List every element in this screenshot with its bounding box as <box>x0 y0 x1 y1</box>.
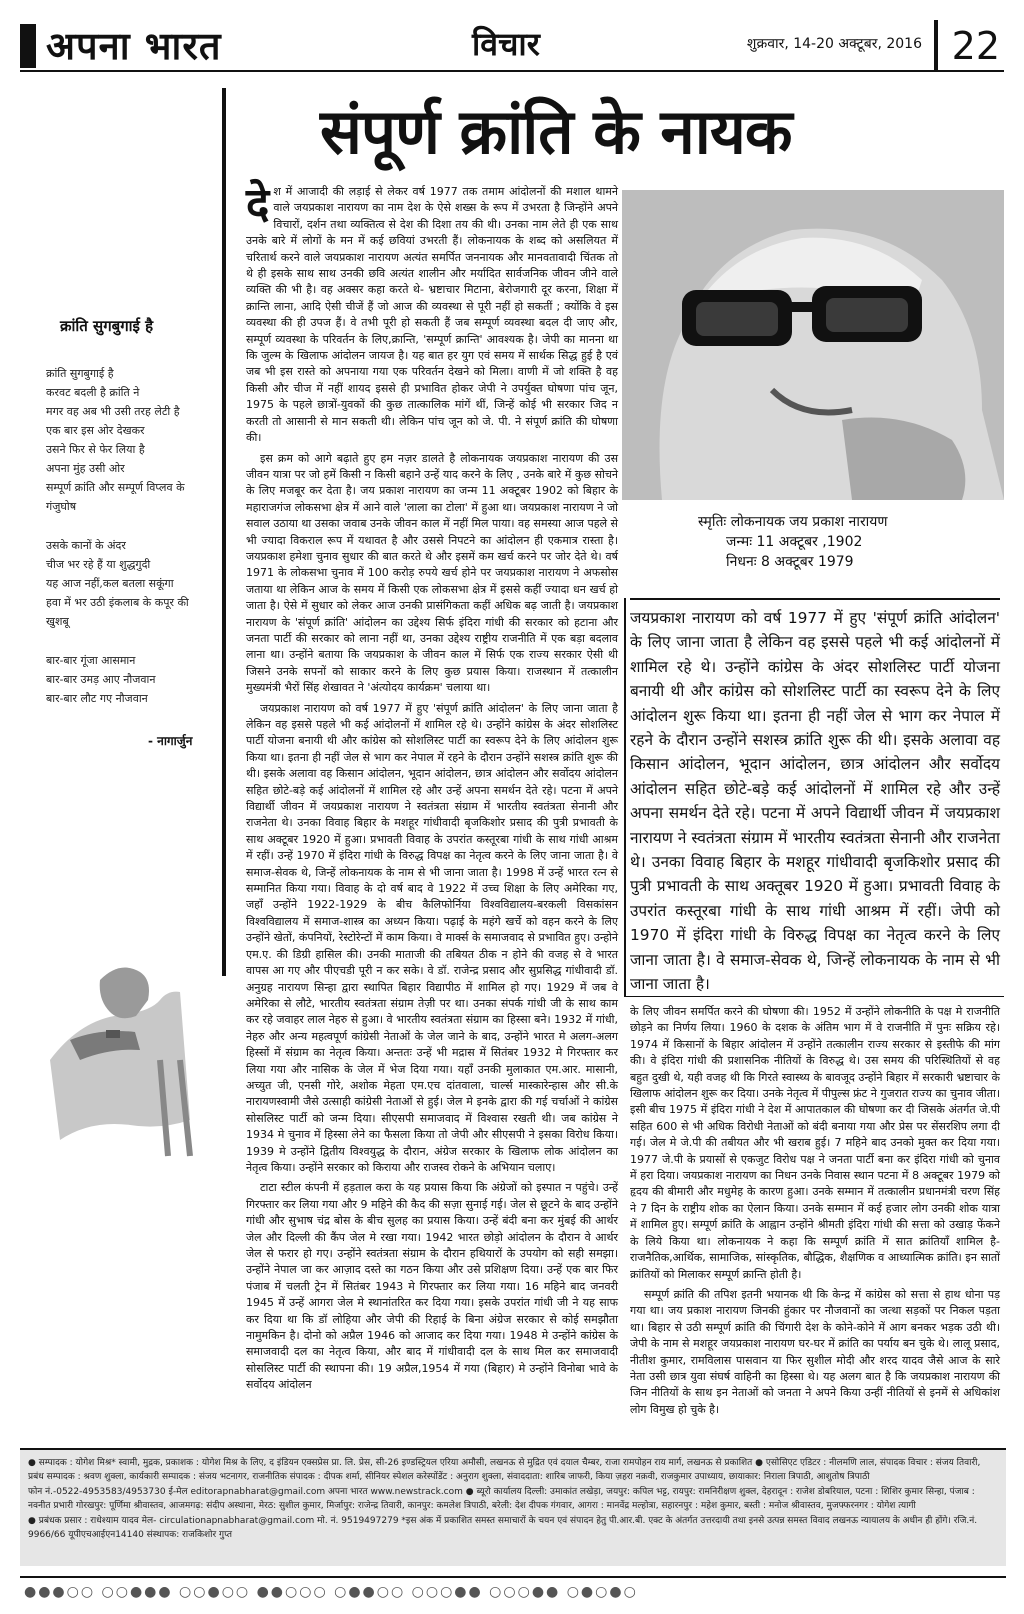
poem-stanza-3 <box>46 651 216 708</box>
sketch-illustration <box>40 920 220 1160</box>
pull-quote-rule <box>624 598 626 996</box>
poem-line: क्रांति सुगबुगाई है <box>46 367 114 380</box>
bottom-rule <box>20 1576 1006 1578</box>
headline: संपूर्ण क्रांति के नायक <box>320 95 792 168</box>
photo-caption <box>680 512 1000 572</box>
poem-line: खुशबू <box>46 615 69 628</box>
page-number: 22 <box>951 24 1000 68</box>
poem-line: उसने फिर से फेर लिया है <box>46 443 145 456</box>
article-paragraph: जयप्रकाश नारायण को वर्ष 1977 में हुए 'संपूर्ण क्रांति आंदोलन' के लिए जाना जाता है लेकिन वह इससे पहले भी कई आंदोलनों में शामिल रहे थे। उन्होंने कांग्रेस के अंदर सोशलिस्ट पार्टी योजना बनायी थी और कांग्रेस को सोशलिस्ट पार्टी का स्वरूप देने के लिए आंदोलन शुरू किया था। इतना ही नहीं जेल से भाग कर नेपाल में रहने के दौरान उन्होंने सशस्त्र क्रांति शुरू की थी। इसके अलावा वह किसान आंदोलन, भूदान आंदोलन, छात्र आंदोलन और सर्वोदय आंदोलन सहित छोटे-बड़े कई आंदोलनों में शामिल रहे और उन्हें अपना समर्थन देते रहे। पटना में अपने विद्यार्थी जीवन में जयप्रकाश नारायण ने स्वतंत्रता संग्राम में भारतीय स्वतंत्रता सेनानी और राजनेता थे। उनका विवाह बिहार के मशहूर गांधीवादी बृजकिशोर प्रसाद की पुत्री प्रभावती के साथ अक्टूबर 1920 में हुआ। प्रभावती विवाह के उपरांत कस्तूरबा गांधी के साथ गांधी आश्रम में रहीं। उन्हें 1970 में इंदिरा गांधी के विरुद्ध विपक्ष का नेतृत्व करने के लिए जाना जाता है। वे समाज-सेवक थे, जिन्हें लोकनायक के नाम से भी जाना जाता है। 1998 में उन्हें भारत रत्न से सम्मानित किया गया। विवाह के दो वर्ष बाद वे 1922 में उच्च शिक्षा के लिए अमेरिका गए, जहाँ उन्होंने 1922-1929 के बीच कैलिफोर्निया विश्वविद्यालय-बरकली विसकांसन विश्वविद्यालय में समाज-शास्त्र का अध्यन किया। पढ़ाई के महंगे खर्चे को वहन करने के लिए उन्होंने खेतों, कंपनियों, रेस्टोरेन्टों में काम किया। वे मार्क्स के समाजवाद से प्रभावित हुए। उन्होने एम.ए. की डिग्री हासिल की। उनकी माताजी की तबियत ठीक न होने की वजह से वे भारत वापस आ गए और पीएचडी पूरी न कर सके। वे डॉ. राजेन्द्र प्रसाद और सुप्रसिद्ध गांधीवादी डॉ. अनुग्रह नारायण सिन्हा द्वारा स्थापित बिहार विद्यापीठ में शामिल हो गए। 1929 में जब वे अमेरिका से लौटे, भारतीय स्वतंत्रता संग्राम तेज़ी पर था। उनका संपर्क गांधी जी के साथ काम कर रहे जवाहर लाल नेहरु से हुआ। वे भारतीय स्वतंत्रता संग्राम का हिस्सा बने। 1932 में गांधी, नेहरु और अन्य महत्वपूर्ण कांग्रेसी नेताओं के जेल जाने के बाद, उन्होंने भारत मे अलग-अलग हिस्सों में संग्राम का नेतृत्व किया। अन्ततः उन्हें भी मद्रास में सितंबर 1932 मे गिरफ्तार कर लिया गया और नासिक के जेल में भेज दिया गया। यहाँ उनकी मुलाकात एम.आर. मासानी, अच्युत जी, एनसी गोरे, अशोक मेहता एम.एच दांतवाला, चार्ल्स मास्कारेन्हास और सी.के नारायणस्वामी जैसे उत्साही कांग्रेसी नेताओं से हुई। जेल मे इनके द्वारा की गई चर्चाओं ने कांग्रेस सोसलिस्ट पार्टी को जन्म दिया। सीएसपी समाजवाद में विश्वास रखती थी। जब कांग्रेस ने 1934 मे चुनाव में हिस्सा लेने का फैसला किया तो जेपी और सीएसपी ने इसका विरोध किया। 1939 मे उन्होंने द्वितीय विश्वयुद्ध के दौरान, अंग्रेज सरकार के खिलाफ लोक आंदोलन का नेतृत्व किया। उन्होंने सरकार को किराया और राजस्व रोकने के अभियान चलाए। <box>246 701 618 1174</box>
poem-line: बार-बार गूंजा आसमान <box>46 654 136 667</box>
article-paragraph: सम्पूर्ण क्रांति की तपिश इतनी भयानक थी कि केन्द्र में कांग्रेस को सत्ता से हाथ धोना पड़ गया था। जय प्रकाश नारायण जिनकी हुंकार पर नौजवानों का जत्था सड़कों पर निकल पड़ता था। बिहार से उठी सम्पूर्ण क्रांति की चिंगारी देश के कोने-कोने में आग बनकर भड़क उठी थी। जेपी के नाम से मशहूर जयप्रकाश नारायण घर-घर में क्रांति का पर्याय बन चुके थे। लालू प्रसाद, नीतीश कुमार, रामविलास पासवान या फिर सुशील मोदी और शरद यादव जैसे आज के सारे नेता उसी छात्र युवा संघर्ष वाहिनी का हिस्सा थे। यह अलग बात है कि जयप्रकाश नारायण की जिन नीतियों के साथ इन नेताओं को जनता ने अपने किया उन्हीं नीतियों से इनमें से अधिकांश लोग विमुख हो चुके है। <box>630 1287 1000 1416</box>
paper-name: अपना भारत <box>46 24 222 68</box>
imprint-footer <box>20 1448 1006 1566</box>
poem-stanza-2 <box>46 536 216 631</box>
masthead <box>20 20 1004 72</box>
poem-line: बार-बार लौट गए नौजवान <box>46 692 148 705</box>
poem-line: गंजुघोष <box>46 500 77 513</box>
poem-line: यह आज नहीं,कल बतला सकूंगा <box>46 577 174 590</box>
imprint-line: फोन नं.-0522-4953583/4953730 ई-मेल editorapnabharat@gmail.com अपना भारत www.newstrack.com ● ब्यूरो कार्यालय दिल्ली: उमाकांत लखेड़ा, जयपुर: कपिल भट्ट, रायपुर: रामनिरीक्षण शुक्ल, देहरादून : राजेश डोबरियाल, पटना : शिशिर कुमार सिन्हा, पंजाब : नवनीत प्रभारी गोरखपुर: पूर्णिमा श्रीवास्तव, आजमगढ़: संदीप अस्थाना, मेरठ: सुशील कुमार, मिर्जापुर: राजेन्द्र तिवारी, कानपुर: कमलेश त्रिपाठी, बरेली: देश दीपक गंगवार, आगरा : मानवेंद्र मल्होत्रा, सहारनपुर : महेश कुमार, बस्ती : मनोज श्रीवास्तव, मुजफ्फरनगर : योगेश त्यागी <box>28 1487 975 1511</box>
poem-line: एक बार इस ओर देखकर <box>46 424 145 437</box>
poem-line: हवा में भर उठी इंकलाब के कपूर की <box>46 596 189 609</box>
issue-date: शुक्रवार, 14-20 अक्टूबर, 2016 <box>746 36 922 52</box>
poem <box>46 364 216 728</box>
poem-stanza-1 <box>46 364 216 516</box>
article-lead-paragraph <box>246 179 618 447</box>
section-title: विचार <box>472 25 540 63</box>
poem-author: - नागार्जुन <box>148 734 193 748</box>
poem-line: उसके कानों के अंदर <box>46 539 126 552</box>
portrait-photo <box>622 190 1004 500</box>
poem-line: करवट बदली है क्रांति ने <box>46 386 140 399</box>
caption-title: स्मृतिः लोकनायक जय प्रकाश नारायण <box>698 514 888 530</box>
poem-line: सम्पूर्ण क्रांति और सम्पूर्ण विप्लव के <box>46 481 185 494</box>
article-paragraph: इस क्रम को आगे बढ़ाते हुए हम नज़र डालते है लोकनायक जयप्रकाश नारायण की उस जीवन यात्रा पर जो हमें किसी न किसी बहाने उन्हें याद करने के लिए , उनके बारे में कुछ सोचने के लिए मजबूर कर देता है। जय प्रकाश नारायण का जन्म 11 अक्टूबर 1902 को बिहार के महाराजगंज लोकसभा क्षेत्र में आने वाले 'लाला का टोला' में हुआ था। जयप्रकाश नारायण ने जो सवाल उठाया था उसका जवाब उनके जीवन काल में नहीं मिल पाया। वह समस्या आज पहले से भी ज्यादा विकराल रूप में यथावत है और उससे निपटने का आंदोलन ही एकमात्र रास्ता है। जयप्रकाश हमेशा चुनाव सुधार की बात करते थे और इसमें कम खर्च करने पर जोर देते थे। वर्ष 1971 के लोकसभा चुनाव में 100 करोड़ रुपये खर्च होने पर जयप्रकाश नारायण ने अफसोस जताया था लेकिन आज के समय में किसी एक लोकसभा क्षेत्र में इससे कहीं ज्यादा धन खर्च हो जाता है। ऐसे में सुधार को लेकर आज उनकी प्रासंगिकता कहीं अधिक बढ़ जाती है। जयप्रकाश नारायण के 'संपूर्ण क्रांति' आंदोलन का उद्देश्य सिर्फ इंदिरा गांधी की सरकार को हटाना और जनता पार्टी की सरकार को लाना नहीं था, उनका उद्देश्य राष्ट्रीय राजनीति में एक बड़ा बदलाव लाना था। उन्होंने बताया कि जयप्रकाश के जीवन काल में सिर्फ एक राज्य सरकार ऐसी थी जिसने उनके सपनों को साकार करने के लिए कुछ प्रयास किया। राजस्थान में तत्कालीन मुख्यमंत्री भैरों सिंह शेखावत ने 'अंत्योदय कार्यक्रम' चलाया था। <box>246 451 618 695</box>
poem-line: चीज भर रहे हैं या शुद्धगुदी <box>46 558 151 571</box>
poem-line: अपना मुंह उसी ओर <box>46 462 125 475</box>
masthead-bar <box>20 24 36 68</box>
imprint-line: ● सम्पादक : योगेश मिश्र* स्वामी, मुद्रक, प्रकाशक : योगेश मिश्र के लिए, द इंडियन एक्सप्रेस प्रा. लि. प्रेस, सी-26 इण्डस्ट्रियल एरिया अमौसी, लखनऊ से मुद्रित एवं दयाल चैम्बर, राजा रामपोहन राय मार्ग, लखनऊ से प्रकाशित ● एसोसिएट एडिटर : नीलमणि लाल, संपादक विचार : संजय तिवारी, प्रबंध सम्पादक : श्रवण शुक्ला, कार्यकारी सम्पादक : संजय भटनागर, राजनीतिक संपादक : दीपक शर्मा, सीनियर स्पेशल करेस्पोंडेंट : अनुराग शुक्ला, संवाददाता: शारिब जाफरी, किया ज़हरा नक़वी, राजकुमार उपाध्याय, छायाकार: निराला त्रिपाठी, आशुतोष त्रिपाठी <box>28 1458 981 1482</box>
caption-birth: जन्मः 11 अक्टूबर ,1902 <box>726 534 863 550</box>
poem-line: मगर वह अब भी उसी तरह लेटी है <box>46 405 180 418</box>
caption-death: निधनः 8 अक्टूबर 1979 <box>726 554 854 570</box>
sidebar-divider <box>222 88 226 976</box>
article-right-column <box>630 1004 1000 1422</box>
masthead-divider <box>934 20 938 70</box>
article-lead-text: श में आजादी की लड़ाई से लेकर वर्ष 1977 तक तमाम आंदोलनों की मशाल थामने वाले जयप्रकाश नारायण का नाम देश के ऐसे शख्स के रूप में उभरता है जिन्होंने अपने विचारों, दर्शन तथा व्यक्तित्व से देश की दिशा तय की थी। उनका नाम लेते ही एक साथ उनके बारे में लोगों के मन में कई छवियां उभरती हैं। लोकनायक के शब्द को असलियत में चरितार्थ करने वाले जयप्रकाश नारायण अत्यंत समर्पित जननायक और मानवतावादी चिंतक तो थे ही इसके साथ साथ उनकी छवि अत्यंत शालीन और मर्यादित सार्वजनिक जीवन जीने वाले व्यक्ति की भी है। वह अक्सर कहा करते थे- भ्रष्टाचार मिटाना, बेरोजगारी दूर करना, शिक्षा में क्रान्ति लाना, आदि ऐसी चीजें हैं जो आज की व्यवस्था से पूरी नहीं हो सकतीं ; क्योंकि वे इस व्यवस्था की ही उपज हैं। वे तभी पूरी हो सकती हैं जब सम्पूर्ण व्यवस्था बदल दी जाए और, सम्पूर्ण व्यवस्था के परिवर्तन के लिए,क्रान्ति, 'सम्पूर्ण क्रान्ति' आवश्यक है। जेपी का मानना था कि जुल्म के खिलाफ आंदोलन जायज है। यह बात हर युग एवं समय में सार्थक सिद्ध हुई है एवं जब भी इस रास्ते को अपनाया गया एक परिवर्तन देखने को मिला। वाणी में जो शक्ति है वह किसी और चीज में नहीं शायद इससे ही प्रभावित होकर जेपी ने उपर्युक्त घोषणा पांच जून, 1975 के पहले छात्रों-युवकों की कुछ तात्कालिक मांगें थीं, जिन्हें कोई भी सरकार जिद न करती तो आसानी से मान सकती थी। लेकिन पांच जून को जे. पी. ने संपूर्ण क्रांति की घोषणा की। <box>246 185 618 445</box>
dropcap: दे <box>246 179 270 230</box>
pull-quote-bottom-rule <box>624 996 1004 997</box>
dot-pattern-icon: ●●●○○ ○○●●● ○○●○○ ●●○○○ ○●●○○ ○○○●● ○○○●● ○●○●○ <box>24 1584 638 1600</box>
poem-line: बार-बार उमड़ आए नौजवान <box>46 673 156 686</box>
article-main-column <box>246 179 618 1398</box>
poem-title: क्रांति सुगबुगाई है <box>60 317 154 335</box>
pull-quote: जयप्रकाश नारायण को वर्ष 1977 में हुए 'संपूर्ण क्रांति आंदोलन' के लिए जाना जाता है लेकिन वह इससे पहले भी कई आंदोलनों में शामिल रहे थे। उन्होंने कांग्रेस के अंदर सोशलिस्ट पार्टी योजना बनायी थी और कांग्रेस को सोशलिस्ट पार्टी का स्वरूप देने के लिए आंदोलन शुरू किया था। इतना ही नहीं जेल से भाग कर नेपाल में रहने के दौरान उन्होंने सशस्त्र क्रांति शुरू की थी। इसके अलावा वह किसान आंदोलन, भूदान आंदोलन, छात्र आंदोलन और सर्वोदय आंदोलन सहित छोटे-बड़े कई आंदोलनों में शामिल रहे और उन्हें अपना समर्थन देते रहे। पटना में अपने विद्यार्थी जीवन में जयप्रकाश नारायण ने स्वतंत्रता संग्राम में भारतीय स्वतंत्रता सेनानी और राजनेता थे। उनका विवाह बिहार के मशहूर गांधीवादी बृजकिशोर प्रसाद की पुत्री प्रभावती के साथ अक्तूबर 1920 में हुआ। प्रभावती विवाह के उपरांत कस्तूरबा गांधी के साथ गांधी आश्रम में रहीं। जेपी को 1970 में इंदिरा गांधी के विरुद्ध विपक्ष का नेतृत्व करने के लिए जाना जाता है। वे समाज-सेवक थे, जिन्हें लोकनायक के नाम से भी जाना जाता है। <box>630 598 1000 997</box>
article-paragraph: के लिए जीवन समर्पित करने की घोषणा की। 1952 में उन्होंने लोकनीति के पक्ष मे राजनीति छोड़ने का निर्णय लिया। 1960 के दशक के अंतिम भाग में वे राजनीति में पुनः सक्रिय रहे। 1974 में किसानों के बिहार आंदोलन में उन्होंने तत्कालीन राज्य सरकार से इस्तीफे की मांग की। वे इंदिरा गांधी की प्रशासनिक नीतियों के विरुद्ध थे। उस समय की परिस्थितियों से वह बहुत दुखी थे, यही वजह थी कि गिरते स्वास्थ्य के बावजूद उन्होंने बिहार में सरकारी भ्रष्टाचार के खिलाफ आंदोलन शुरू कर दिया। उनके नेतृत्व में पीपुल्स फ्रंट ने गुजरात राज्य का चुनाव जीता। इसी बीच 1975 में इंदिरा गांधी ने देश में आपातकाल की घोषणा कर दी जिसके अंतर्गत जे.पी सहित 600 से भी अधिक विरोधी नेताओं को बंदी बनाया गया और प्रेस पर सेंसरशिप लगा दी गई। जेल मे जे.पी की तबीयत और भी खराब हुई। 7 महिने बाद उनको मुक्त कर दिया गया। 1977 जे.पी के प्रयासों से एकजुट विरोध पक्ष ने जनता पार्टी बना कर इंदिरा गांधी को चुनाव में हरा दिया। जयप्रकाश नारायण का निधन उनके निवास स्थान पटना में 8 अक्टूबर 1979 को हृदय की बीमारी और मधुमेह के कारण हुआ। उनके सम्मान में तत्कालीन प्रधानमंत्री चरण सिंह ने 7 दिन के राष्ट्रीय शोक का ऐलान किया। उनके सम्मान में कई हजार लोग उनकी शोक यात्रा में शामिल हुए। सम्पूर्ण क्रांति के आह्वान उन्होंने श्रीमती इंदिरा गांधी की सत्ता को उखाड़ फेंकने के लिये किया था। लोकनायक ने कहा कि सम्पूर्ण क्रांति में सात क्रांतियाँ शामिल है-राजनैतिक,आर्थिक, सामाजिक, सांस्कृतिक, बौद्धिक, शैक्षणिक व आध्यात्मिक क्रांति। इन सातों क्रांतियों को मिलाकर सम्पूर्ण क्रान्ति होती है। <box>630 1005 1000 1281</box>
imprint-line: ● प्रबंधक प्रसार : राधेश्याम यादव मेल- circulationapnabharat@gmail.com मो. नं. 9519497279 *इस अंक में प्रकाशित समस्त समाचारों के चयन एवं संपादन हेतु पी.आर.बी. एक्ट के अंतर्गत उत्तरदायी तथा इनसे उत्पन्न समस्त विवाद लखनऊ न्यायालय के अधीन ही होंगे। रजि.नं. 9966/66 यूपीएचआईएन14140 संस्थापक: राजकिशोर गुप्त <box>28 1516 978 1540</box>
article-paragraph: टाटा स्टील कंपनी में हड़ताल करा के यह प्रयास किया कि अंग्रेजों को इस्पात न पहुंचे। उन्हें गिरफ्तार कर लिया गया और 9 महिने की कैद की सज़ा सुनाई गई। जेल से छूटने के बाद उन्होंने गांधी और सुभाष चंद्र बोस के बीच सुलह का प्रयास किया। उन्हें बंदी बना कर मुंबई की आर्थर जेल और दिल्ली की कैंप जेल मे रखा गया। 1942 भारत छोड़ो आंदोलन के दौरान वे आर्थर जेल से फरार हो गए। उन्होंने स्वतंत्रता संग्राम के दौरान हथियारों के उपयोग को सही समझा। उन्होंने नेपाल जा कर आज़ाद दस्ते का गठन किया और उसे प्रशिक्षण दिया। उन्हें एक बार फिर पंजाब में चलती ट्रेन में सितंबर 1943 मे गिरफ्तार कर लिया गया। 16 महिने बाद जनवरी 1945 में उन्हें आगरा जेल मे स्थानांतरित कर दिया गया। इसके उपरांत गांधी जी ने यह साफ कर दिया था कि डॉ लोहिया और जेपी की रिहाई के बिना अंग्रेज सरकार से कोई समझौता नामुमकिन है। दोनो को अप्रैल 1946 को आजाद कर दिया गया। 1948 मे उन्होंने कांग्रेस के समाजवादी दल का नेतृत्व किया, और बाद में गांधीवादी दल के साथ मिल कर समाजवादी सोसलिस्ट पार्टी की स्थापना की। 19 अप्रैल,1954 में गया (बिहार) मे उन्होंने विनोबा भावे के सर्वोदय आंदोलन <box>246 1181 618 1392</box>
